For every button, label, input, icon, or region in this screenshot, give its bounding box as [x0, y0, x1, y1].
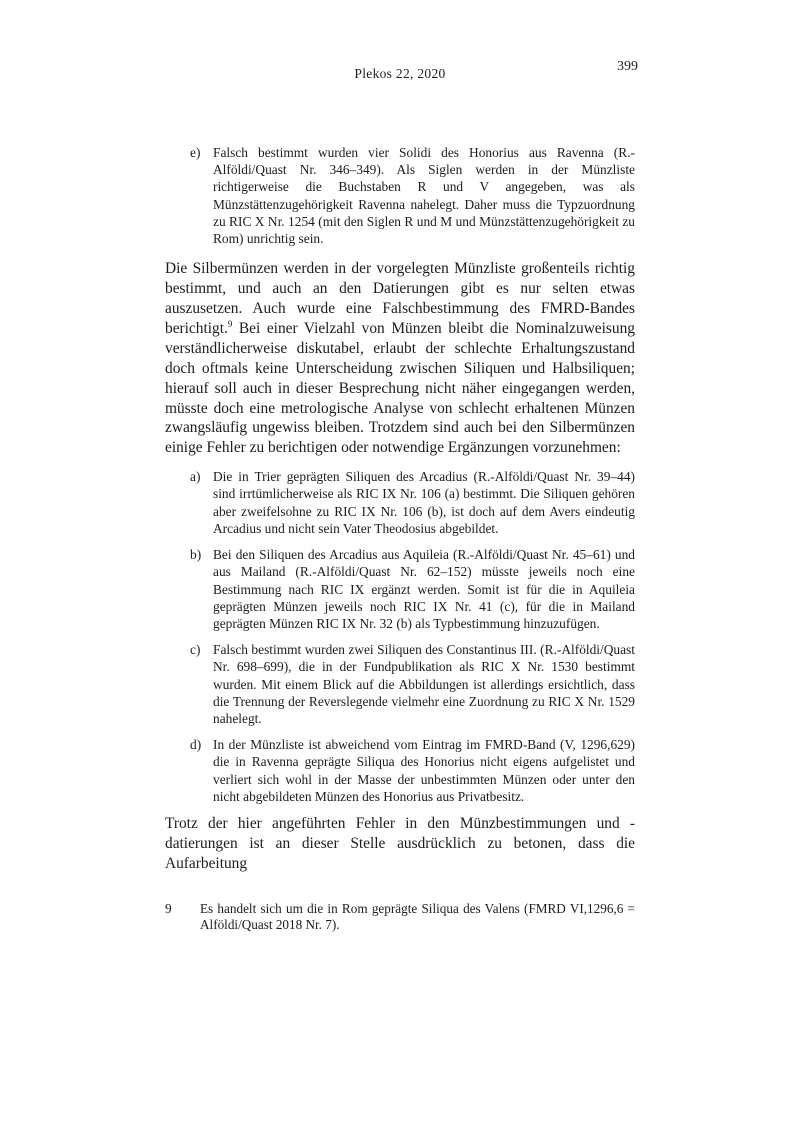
paragraph-text: Die Silbermünzen werden in der vorgelegten Münzliste großenteils richtig bestimmt, und auch an den Datierungen gibt es nur selten etwas auszusetzen. Auch wurde eine Falschbestimmung des FMRD-Bandes berichtigt.	[165, 260, 635, 337]
list-item-a	[190, 468, 635, 537]
list-item-label: c)	[190, 642, 201, 658]
footnote-section	[165, 901, 635, 933]
list-item-text: In der Münzliste ist abweichend vom Eintrag im FMRD-Band (V, 1296,629) die in Ravenna geprägte Siliqua des Honorius nicht eigens aufgelistet und verliert sich wohl in der Masse der unbestimmten Münzen oder unter den nicht abgebildeten Münzen des Honorius aus Privatbesitz.	[213, 737, 635, 804]
list-item-label: a)	[190, 469, 201, 485]
paragraph-closing: Trotz der hier angeführten Fehler in den Münzbestimmungen und -datierungen ist an dieser Stelle ausdrücklich zu betonen, dass die Aufarbeitung	[165, 814, 635, 872]
paragraph-text: Bei einer Vielzahl von Münzen bleibt die Nominalzuweisung verständlicherweise diskutabel, erlaubt der schlechte Erhaltungszustand doch oftmals keine Unterscheidung zwischen Siliquen und Halbsiliquen; hierauf soll auch in dieser Besprechung nicht näher eingegangen werden, müsste doch eine metrologische Analyse von schlecht erhaltenen Münzen zwangsläufig ungewiss bleiben. Trotzdem sind auch bei den Silbermünzen einige Fehler zu berichtigen oder notwendige Ergänzungen vorzunehmen:	[165, 319, 635, 457]
footnote-reference-9: 9	[227, 318, 233, 329]
footnote-number: 9	[165, 900, 172, 916]
page-header	[165, 59, 638, 83]
page-number: 399	[617, 59, 638, 74]
list-item-c	[190, 641, 635, 727]
paragraph-silver-coins	[165, 259, 635, 458]
list-item-text: Bei den Siliquen des Arcadius aus Aquileia (R.-Alföldi/Quast Nr. 45–61) und aus Mailand (R.-Alföldi/Quast Nr. 62–152) müsste jeweils noch eine Bestimmung nach RIC IX ergänzt werden. Somit ist für die in Aquileia geprägten Münzen jeweils noch RIC IX Nr. 41 (c), für die in Mailand geprägten Münzen RIC IX Nr. 32 (b) als Typbestimmung hinzuzufügen.	[213, 547, 635, 631]
list-item-b	[190, 546, 635, 632]
list-item-text: Falsch bestimmt wurden vier Solidi des Honorius aus Ravenna (R.-Alföldi/Quast Nr. 346–349). Als Siglen werden in der Münzliste richtigerweise die Buchstaben R und V angegeben, was als Münzstättenzugehörigkeit Ravenna nahelegt. Daher muss die Typzuordnung zu RIC X Nr. 1254 (mit den Siglen R und M und Münzstättenzugehörigkeit zu Rom) unrichtig sein.	[213, 145, 635, 247]
list-item-text: Falsch bestimmt wurden zwei Siliquen des Constantinus III. (R.-Alföldi/Quast Nr. 698–699), die in der Fundpublikation als RIC X Nr. 1530 bestimmt wurden. Mit einem Blick auf die Abbildungen ist allerdings ersichtlich, dass die Trennung der Reverslegende vielmehr eine Zuordnung zu RIC X Nr. 1529 nahelegt.	[213, 642, 635, 726]
list-item-label: b)	[190, 547, 202, 563]
list-item-label: d)	[190, 737, 202, 753]
list-item-label: e)	[190, 145, 201, 160]
list-item-text: Die in Trier geprägten Siliquen des Arcadius (R.-Alföldi/Quast Nr. 39–44) sind irrtümlicherweise als RIC IX Nr. 106 (a) bestimmt. Die Siliquen gehören aber zweifelsohne zu RIC IX Nr. 106 (b), ist doch auf dem Avers eindeutig Arcadius und nicht sein Vater Theodosius abgebildet.	[213, 469, 635, 536]
list-item-e	[190, 144, 635, 247]
footnote-text: Es handelt sich um die in Rom geprägte Siliqua des Valens (FMRD VI,1296,6 = Alföldi/Quast 2018 Nr. 7).	[200, 900, 635, 932]
journal-title: Plekos 22, 2020	[354, 66, 446, 81]
list-item-d	[190, 736, 635, 805]
